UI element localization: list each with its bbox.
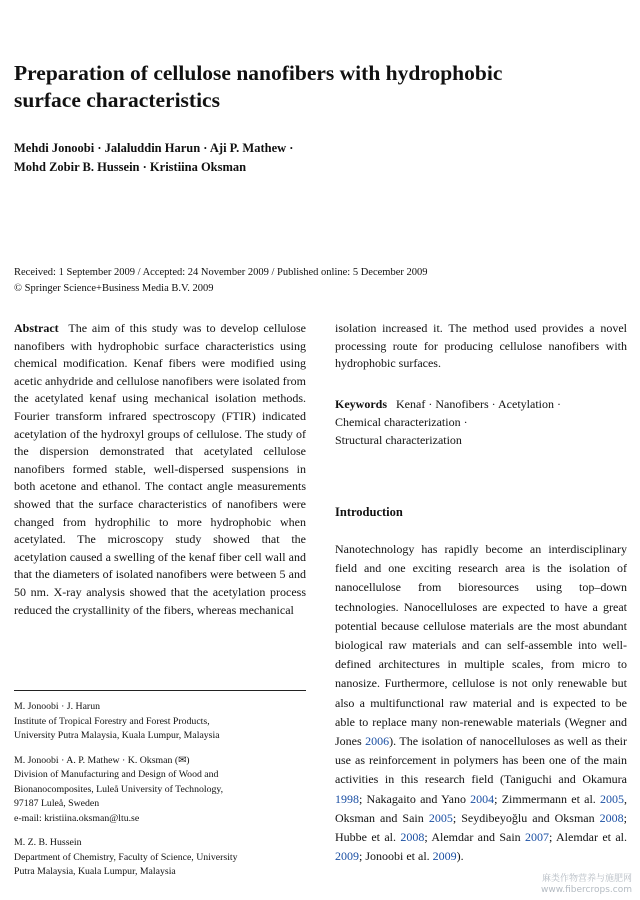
affiliation-line: Putra Malaysia, Kuala Lumpur, Malaysia: [14, 866, 176, 877]
affiliation-entry: [14, 754, 306, 827]
citation-link[interactable]: 2004: [470, 791, 495, 806]
keyword-item: Structural characterization: [335, 433, 462, 447]
keyword-item: Acetylation: [498, 397, 554, 411]
citation-link[interactable]: 1998: [335, 791, 359, 806]
publication-dates: [14, 265, 614, 297]
citation-link[interactable]: 2006: [365, 734, 390, 749]
copyright-line: © Springer Science+Business Media B.V. 2009: [14, 283, 214, 294]
citation-link[interactable]: 2009: [432, 849, 457, 864]
authors-line-2: Mohd Zobir B. Hussein · Kristiina Oksman: [14, 160, 247, 174]
keywords-label: Keywords: [335, 397, 387, 411]
keywords-list: Kenaf · Nanofibers · Acetylation · Chemical characterization · Structural characterization: [335, 397, 561, 447]
watermark-text: 麻类作物营养与施肥网: [541, 874, 632, 884]
citation-link[interactable]: 2009: [335, 849, 359, 864]
citation-link[interactable]: 2008: [400, 830, 425, 845]
affiliation-line: Department of Chemistry, Faculty of Science, University: [14, 851, 238, 863]
author-list: [14, 139, 614, 177]
abstract-label: Abstract: [14, 321, 59, 335]
keyword-item: Nanofibers: [435, 397, 489, 411]
introduction-text: Nanotechnology has rapidly become an interdisciplinary field and one exciting research area is the isolation of nanocellulose from bioresources using top–down technologies. Nanocelluloses are expected to have a great potential because cellulose materials are the most abundant biological raw materials and can self-assemble into well-defined architectures in multiple scales, from micro to nanosize. Furthermore, cellulose is not only renewable but also a multifunctional raw material and is expected to be able to replace many non-renewable materials (Wegner and Jones 2006). The isolation of nanocelluloses as well as their use as reinforcement in polymers has been one of the main activities in this research field (Taniguchi and Okamura 1998; Nakagaito and Yano 2004; Zimmermann et al. 2005, Oksman and Sain 2005; Seydibeyoğlu and Oksman 2008; Hubbe et al. 2008; Alemdar and Sain 2007; Alemdar et al. 2009; Jonoobi et al. 2009).: [335, 542, 628, 864]
affiliation-names: M. Jonoobi · A. P. Mathew · K. Oksman (✉): [14, 754, 190, 766]
affiliation-line: Bionanocomposites, Luleå University of Technology,: [14, 783, 224, 795]
affiliation-entry: [14, 836, 306, 880]
affiliation-entry: [14, 700, 306, 744]
keyword-item: Chemical characterization: [335, 415, 461, 429]
affiliation-line: University Putra Malaysia, Kuala Lumpur, Malaysia: [14, 730, 220, 741]
affiliation-line: 97187 Luleå, Sweden: [14, 798, 100, 809]
citation-link[interactable]: 2005: [600, 791, 624, 806]
watermark: [541, 874, 632, 896]
abstract-text: The aim of this study was to develop cellulose nanofibers with hydrophobic surface characteristics using chemical modification. Kenaf fibers were modified using acetic anhydride and cellulose nanofibers were isolated from the acetylated kenaf using mechanical isolation methods. Fourier transform infrared spectroscopy (FTIR) indicated acetylation of the hydroxyl groups of cellulose. The study of the dispersion demonstrated that acetylated cellulose nanofibers formed stable, well-dispersed suspensions in both acetone and ethanol. The contact angle measurements showed that the surface characteristics of nanofibers were changed from hydrophilic to more hydrophobic when acetylated. The microscopy study showed that the acetylation caused a swelling of the kenaf fiber cell wall and that the diameters of isolated nanofibers were between 5 and 50 nm. X-ray analysis showed that the acetylation process reduced the crystallinity of the fibers, whereas mechanical: [14, 321, 307, 617]
received-line: Received: 1 September 2009 / Accepted: 24 November 2009 / Published online: 5 December 2009: [14, 267, 428, 278]
email-line[interactable]: e-mail: kristiina.oksman@ltu.se: [14, 812, 140, 824]
abstract-continuation-text: isolation increased it. The method used provides a novel processing route for producing cellulose nanofibers with hydrophobic surfaces.: [335, 321, 627, 371]
paper-title: Preparation of cellulose nanofibers with hydrophobic surface characteristics: [14, 61, 503, 112]
affiliation-line: Institute of Tropical Forestry and Forest Products,: [14, 715, 210, 727]
affiliation-names: M. Jonoobi · J. Harun: [14, 701, 100, 712]
keywords-block: [335, 395, 627, 449]
footnote-divider: [14, 690, 306, 691]
affiliations: [14, 700, 306, 890]
introduction-heading: Introduction: [335, 505, 403, 519]
affiliation-line: Division of Manufacturing and Design of Wood and: [14, 769, 219, 780]
affiliation-names: M. Z. B. Hussein: [14, 837, 82, 848]
authors-line-1: Mehdi Jonoobi · Jalaluddin Harun · Aji P. Mathew ·: [14, 141, 294, 155]
abstract-continuation: [335, 320, 627, 373]
citation-link[interactable]: 2008: [599, 810, 624, 825]
abstract-block: [14, 320, 306, 619]
keyword-item: Kenaf: [396, 397, 426, 411]
citation-link[interactable]: 2005: [428, 810, 453, 825]
watermark-url: www.fibercrops.com: [541, 885, 632, 895]
citation-link[interactable]: 2007: [525, 830, 549, 845]
